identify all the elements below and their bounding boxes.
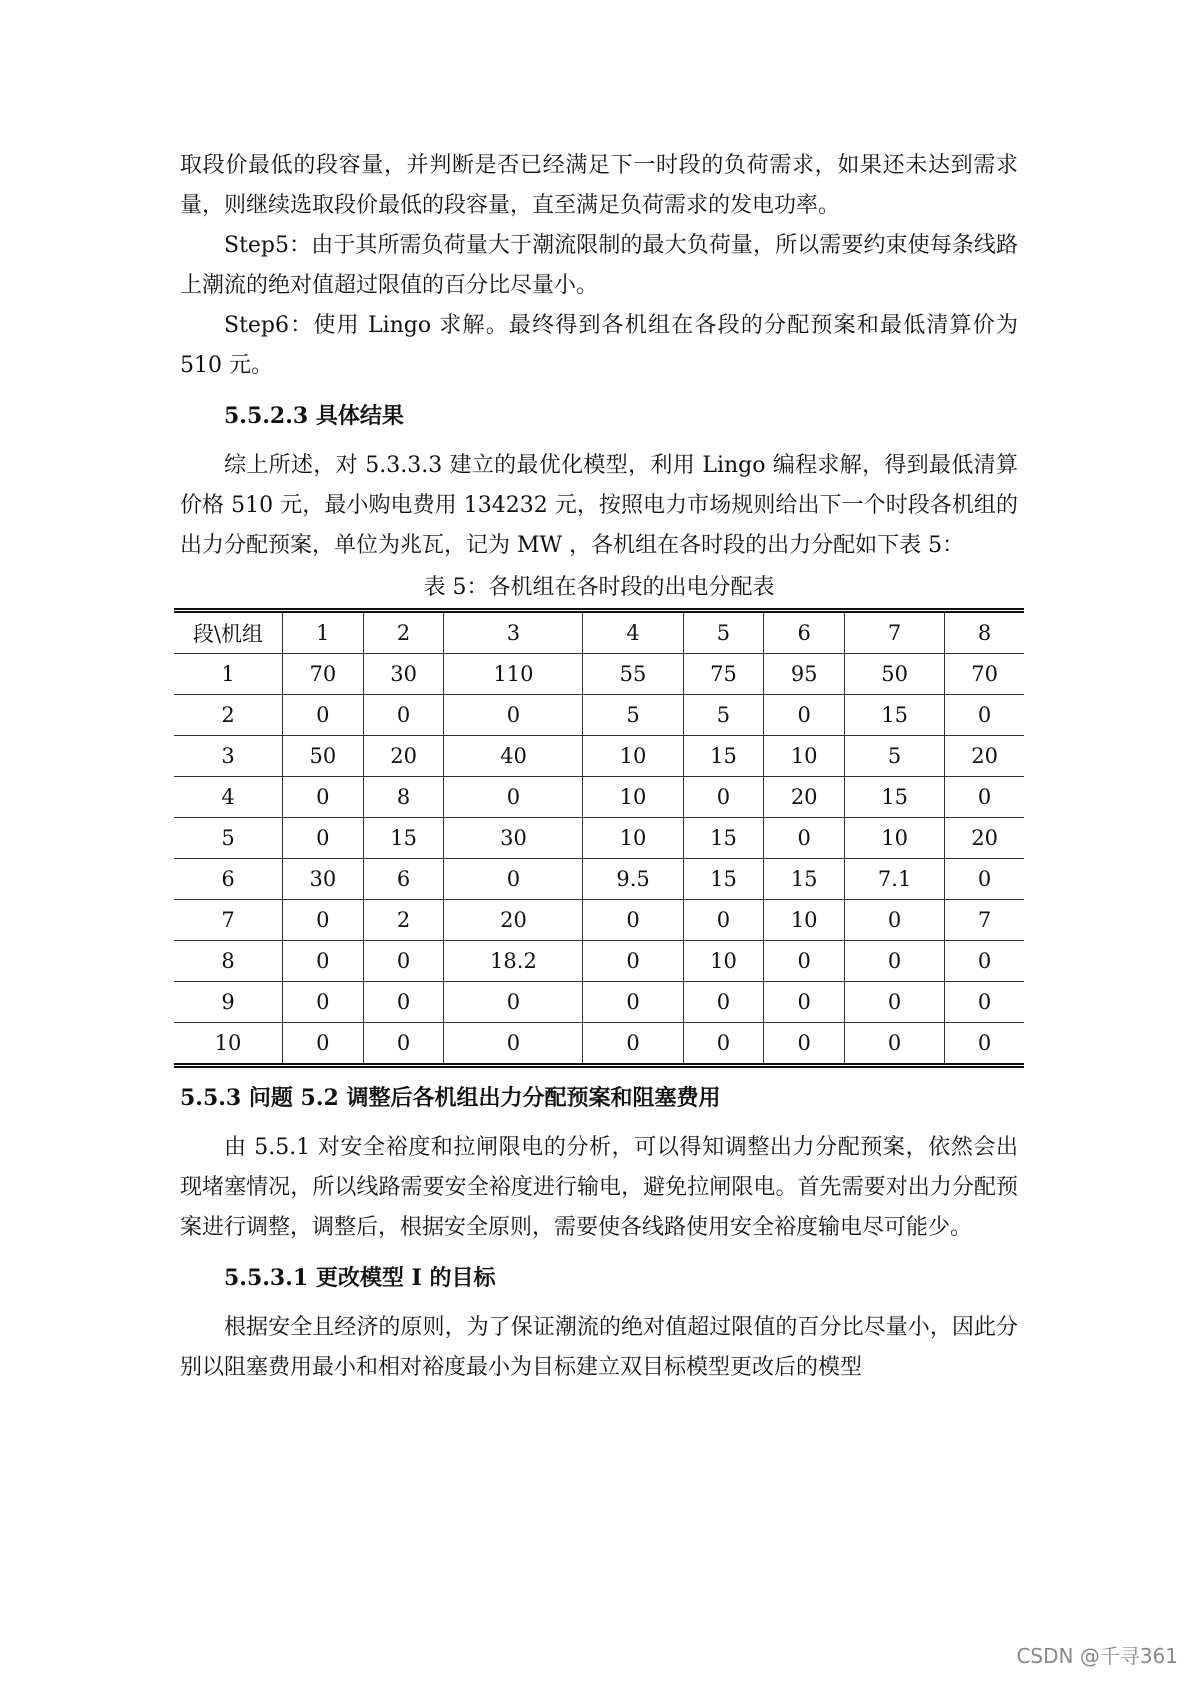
- paragraph-adjustment: 由 5.5.1 对安全裕度和拉闸限电的分析，可以得知调整出力分配预案，依然会出现堵塞情况，所以线路需要安全裕度进行输电，避免拉闸限电。首先需要对出力分配预案进行调整，调整后，根据安全原则，需要使各线路使用安全裕度输电尽可能少。: [180, 1135, 1018, 1240]
- table-cell: 70: [945, 654, 1024, 695]
- table-cell: 0: [363, 1023, 444, 1066]
- table-cell: 0: [945, 982, 1024, 1023]
- table-row: [174, 941, 1024, 982]
- table-cell: 30: [283, 859, 364, 900]
- table-cell: 15: [683, 859, 764, 900]
- table-cell: 10: [174, 1023, 283, 1066]
- table-cell: 0: [283, 777, 364, 818]
- table-cell: 0: [583, 941, 683, 982]
- table-cell: 0: [764, 1023, 845, 1066]
- table-cell: 8: [363, 777, 444, 818]
- table-cell: 10: [583, 777, 683, 818]
- paragraph-objective: 根据安全且经济的原则，为了保证潮流的绝对值超过限值的百分比尽量小，因此分别以阻塞费用最小和相对裕度最小为目标建立双目标模型更改后的模型: [180, 1315, 1018, 1380]
- table-cell: 0: [444, 1023, 583, 1066]
- table-cell: 3: [174, 736, 283, 777]
- table-cell: 20: [363, 736, 444, 777]
- section-heading-5-5-3-1: 5.5.3.1 更改模型 I 的目标: [224, 1265, 496, 1291]
- table-cell: 10: [583, 736, 683, 777]
- table-row: [174, 982, 1024, 1023]
- document-page: [180, 146, 1018, 1388]
- table-row: [174, 1023, 1024, 1066]
- table-cell: 0: [683, 982, 764, 1023]
- table-cell: 0: [764, 982, 845, 1023]
- table-cell: 10: [583, 818, 683, 859]
- table-cell: 1: [174, 654, 283, 695]
- table-cell: 0: [363, 941, 444, 982]
- table-cell: 20: [444, 900, 583, 941]
- table-cell: 0: [283, 1023, 364, 1066]
- table-cell: 2: [363, 611, 444, 654]
- table-cell: 0: [283, 941, 364, 982]
- table-cell: 0: [283, 982, 364, 1023]
- table-caption: 表 5：各机组在各时段的出电分配表: [423, 575, 775, 600]
- paragraph-results: 综上所述，对 5.3.3.3 建立的最优化模型，利用 Lingo 编程求解，得到最低清算价格 510 元，最小购电费用 134232 元，按照电力市场规则给出下一个时段各机组的出力分配预案，单位为兆瓦，记为 MW ，各机组在各时段的出力分配如下表 5：: [180, 453, 1018, 558]
- table-cell: 18.2: [444, 941, 583, 982]
- table-cell: 9.5: [583, 859, 683, 900]
- section-heading-5-5-3: 5.5.3 问题 5.2 调整后各机组出力分配预案和阻塞费用: [180, 1085, 721, 1111]
- table-cell: 0: [583, 982, 683, 1023]
- table-cell: 5: [174, 818, 283, 859]
- table-cell: 6: [174, 859, 283, 900]
- table-cell: 0: [845, 941, 945, 982]
- table-cell: 0: [444, 982, 583, 1023]
- table-cell: 0: [363, 695, 444, 736]
- table-cell: 15: [764, 859, 845, 900]
- table-cell: 0: [945, 1023, 1024, 1066]
- table-cell: 50: [283, 736, 364, 777]
- table-cell: 0: [764, 818, 845, 859]
- table-row: [174, 818, 1024, 859]
- table-cell: 15: [683, 818, 764, 859]
- table-cell: 0: [945, 695, 1024, 736]
- paragraph-step6: Step6：使用 Lingo 求解。最终得到各机组在各段的分配预案和最低清算价为 510 元。: [180, 313, 1018, 378]
- table-cell: 15: [683, 736, 764, 777]
- section-heading-5-5-2-3: 5.5.2.3 具体结果: [224, 403, 404, 429]
- table-header-row: [174, 611, 1024, 654]
- table-cell: 0: [283, 818, 364, 859]
- table-cell: 10: [764, 736, 845, 777]
- table-cell: 8: [945, 611, 1024, 654]
- table-cell: 5: [683, 611, 764, 654]
- table-cell: 15: [363, 818, 444, 859]
- table-cell: 7: [945, 900, 1024, 941]
- table-cell: 0: [683, 777, 764, 818]
- table-cell: 10: [845, 818, 945, 859]
- table-cell: 50: [845, 654, 945, 695]
- table-cell: 0: [945, 859, 1024, 900]
- table-cell: 0: [945, 777, 1024, 818]
- table-cell: 0: [444, 695, 583, 736]
- table-cell: 2: [363, 900, 444, 941]
- table-cell: 75: [683, 654, 764, 695]
- table-cell: 30: [363, 654, 444, 695]
- table-cell: 0: [945, 941, 1024, 982]
- table-cell: 段\机组: [174, 611, 283, 654]
- table-cell: 55: [583, 654, 683, 695]
- table-cell: 70: [283, 654, 364, 695]
- table-cell: 7: [174, 900, 283, 941]
- table-row: [174, 695, 1024, 736]
- table-cell: 5: [683, 695, 764, 736]
- table-cell: 3: [444, 611, 583, 654]
- table-cell: 20: [945, 818, 1024, 859]
- table-cell: 0: [283, 695, 364, 736]
- table-cell: 1: [283, 611, 364, 654]
- table-cell: 0: [845, 1023, 945, 1066]
- table-cell: 5: [583, 695, 683, 736]
- table-cell: 6: [363, 859, 444, 900]
- table-cell: 0: [845, 900, 945, 941]
- table-row: [174, 777, 1024, 818]
- allocation-table: [174, 608, 1024, 1068]
- table-cell: 15: [845, 695, 945, 736]
- table-cell: 0: [764, 941, 845, 982]
- table-cell: 20: [945, 736, 1024, 777]
- table-row: [174, 859, 1024, 900]
- table-cell: 30: [444, 818, 583, 859]
- table-cell: 7.1: [845, 859, 945, 900]
- table-cell: 40: [444, 736, 583, 777]
- table-cell: 0: [444, 777, 583, 818]
- table-cell: 2: [174, 695, 283, 736]
- paragraph-step5: Step5：由于其所需负荷量大于潮流限制的最大负荷量，所以需要约束使每条线路上潮流的绝对值超过限值的百分比尽量小。: [180, 233, 1018, 298]
- table-cell: 20: [764, 777, 845, 818]
- table-cell: 0: [764, 695, 845, 736]
- table-cell: 10: [764, 900, 845, 941]
- table-cell: 0: [583, 1023, 683, 1066]
- table-cell: 9: [174, 982, 283, 1023]
- table-cell: 15: [845, 777, 945, 818]
- table-cell: 4: [583, 611, 683, 654]
- table-row: [174, 654, 1024, 695]
- table-row: [174, 736, 1024, 777]
- table-cell: 0: [845, 982, 945, 1023]
- table-row: [174, 900, 1024, 941]
- table-cell: 6: [764, 611, 845, 654]
- table-cell: 0: [444, 859, 583, 900]
- table-cell: 0: [283, 900, 364, 941]
- table-cell: 110: [444, 654, 583, 695]
- table-cell: 0: [363, 982, 444, 1023]
- table-cell: 5: [845, 736, 945, 777]
- table-cell: 7: [845, 611, 945, 654]
- watermark: CSDN @千寻361: [1016, 1644, 1178, 1668]
- paragraph-1: 取段价最低的段容量，并判断是否已经满足下一时段的负荷需求，如果还未达到需求量，则继续选取段价最低的段容量，直至满足负荷需求的发电功率。: [180, 153, 1018, 218]
- table-cell: 4: [174, 777, 283, 818]
- table-cell: 0: [683, 900, 764, 941]
- table-cell: 0: [583, 900, 683, 941]
- table-cell: 95: [764, 654, 845, 695]
- table-cell: 0: [683, 1023, 764, 1066]
- table-cell: 8: [174, 941, 283, 982]
- table-cell: 10: [683, 941, 764, 982]
